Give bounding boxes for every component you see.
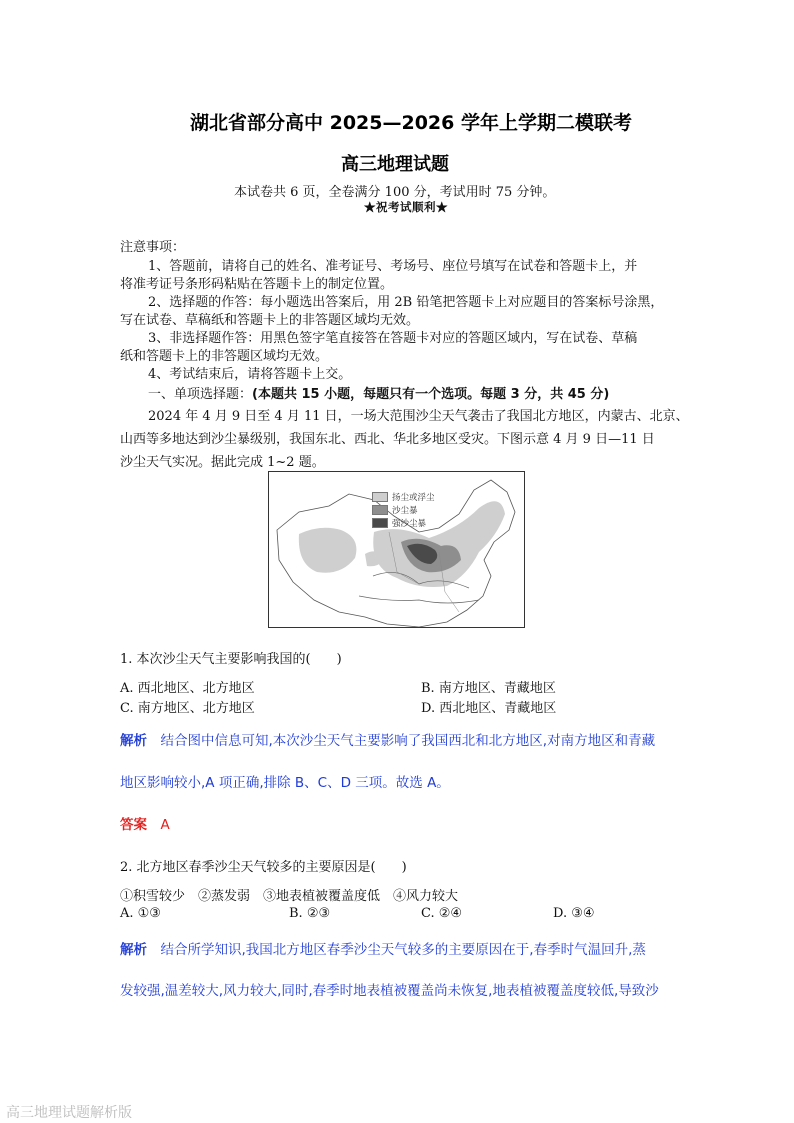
passage-line: 山西等多地达到沙尘暴级别，我国东北、西北、华北多地区受灾。下图示意 4 月 9 日—11 日	[120, 432, 655, 447]
section-desc: (本题共 15 小题，每题只有一个选项。每题 3 分，共 45 分)	[252, 387, 610, 402]
legend-item	[372, 516, 435, 529]
q1-analysis-label: 解析	[120, 733, 147, 749]
q1-analysis-line: 地区影响较小,A 项正确,排除 B、C、D 三项。故选 A。	[120, 775, 450, 791]
q1-answer-value: A	[160, 817, 170, 833]
passage-line: 沙尘天气实况。据此完成 1~2 题。	[120, 455, 325, 470]
exam-wish: ★祝考试顺利★	[364, 200, 448, 214]
q2-option-c: C. ②④	[421, 906, 463, 921]
notice-line: 4、考试结束后，请将答题卡上交。	[148, 367, 352, 382]
notice-line: 2、选择题的作答：每小题选出答案后，用 2B 铅笔把答题卡上对应题目的答案标号涂黑，	[148, 295, 664, 310]
notice-line: 写在试卷、草稿纸和答题卡上的非答题区域均无效。	[120, 313, 420, 328]
notice-line: 3、非选择题作答：用黑色签字笔直接答在答题卡对应的答题区域内，写在试卷、草稿	[148, 331, 638, 346]
q1-option-a: A. 西北地区、北方地区	[120, 681, 255, 696]
notice-line: 纸和答题卡上的非答题区域均无效。	[120, 349, 329, 364]
q1-answer	[120, 813, 170, 833]
q2-option-d: D. ③④	[553, 906, 595, 921]
legend-label: 扬尘或浮尘	[392, 492, 435, 503]
legend-swatch-severe	[372, 518, 388, 528]
legend-item	[372, 503, 435, 516]
section-header	[148, 383, 609, 402]
q2-analysis-text: 结合所学知识,我国北方地区春季沙尘天气较多的主要原因在于,春季时气温回升,蒸	[160, 942, 646, 958]
q1-option-d: D. 西北地区、青藏地区	[421, 701, 557, 716]
q1-stem: 1. 本次沙尘天气主要影响我国的( )	[120, 652, 342, 667]
exam-subtitle: 高三地理试题	[341, 154, 449, 175]
exam-info: 本试卷共 6 页，全卷满分 100 分，考试用时 75 分钟。	[234, 185, 556, 200]
notice-line: 1、答题前，请将自己的姓名、准考证号、考场号、座位号填写在试卷和答题卡上，并	[148, 259, 638, 274]
q2-option-b: B. ②③	[289, 906, 331, 921]
q1-answer-label: 答案	[120, 817, 147, 833]
legend-label: 沙尘暴	[392, 505, 418, 516]
map-legend	[372, 490, 435, 529]
q2-option-a: A. ①③	[120, 906, 161, 921]
notice-line: 将准考证号条形码粘贴在答题卡上的制定位置。	[120, 277, 394, 292]
q1-option-b: B. 南方地区、青藏地区	[421, 681, 556, 696]
legend-label: 强沙尘暴	[392, 518, 427, 529]
exam-title: 湖北省部分高中 2025—2026 学年上学期二模联考	[190, 112, 632, 134]
q1-analysis-line	[120, 729, 655, 749]
section-prefix: 一、单项选择题：	[148, 387, 253, 402]
q2-analysis-label: 解析	[120, 942, 147, 958]
q2-analysis-line: 发较强,温差较大,风力较大,同时,春季时地表植被覆盖尚未恢复,地表植被覆盖度较低,导致沙	[120, 983, 659, 999]
legend-item	[372, 490, 435, 503]
q1-analysis-text: 结合图中信息可知,本次沙尘天气主要影响了我国西北和北方地区,对南方地区和青藏	[160, 733, 656, 749]
q2-analysis-line	[120, 938, 646, 958]
q2-stem: 2. 北方地区春季沙尘天气较多的主要原因是( )	[120, 860, 407, 875]
legend-swatch-sandstorm	[372, 505, 388, 515]
passage-line: 2024 年 4 月 9 日至 4 月 11 日，一场大范围沙尘天气袭击了我国北方地区，内蒙古、北京、	[148, 409, 689, 424]
legend-swatch-dust	[372, 492, 388, 502]
footer-watermark: 高三地理试题解析版	[6, 1105, 132, 1121]
q1-option-c: C. 南方地区、北方地区	[120, 701, 255, 716]
notice-heading: 注意事项：	[120, 240, 186, 255]
q2-factors: ①积雪较少 ②蒸发弱 ③地表植被覆盖度低 ④风力较大	[120, 889, 459, 904]
